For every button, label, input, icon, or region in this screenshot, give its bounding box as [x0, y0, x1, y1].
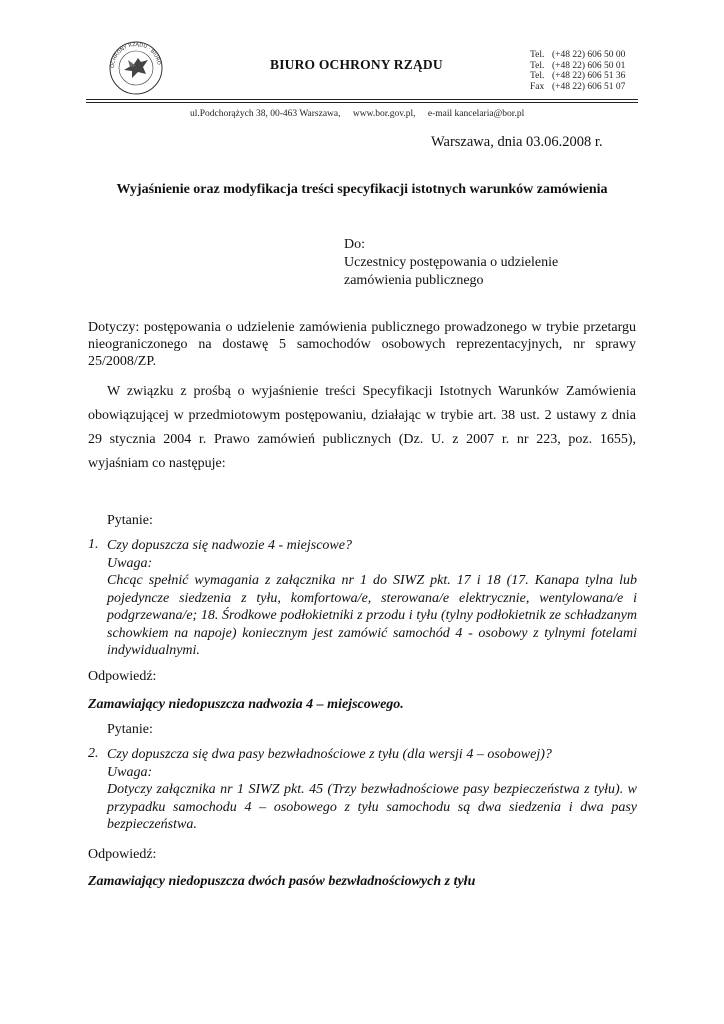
contact-line: Fax (+48 22) 606 51 07 — [530, 81, 626, 92]
note-text: Chcąc spełnić wymagania z załącznika nr 1 do SIWZ pkt. 17 i 18 (17. Kanapa tylna lub pojedyncze siedzenia z tyłu, komfortowa/e, sterowana/e elektrycznie, wentylowana/e i podgrzewana/e; 18. Środkowe podłokietniki z przodu i tyłu (tylny podłokietnik ze schładzanym schowkiem na napoje) koniecznym jest zamówić samochód 4 - osobowy z tylnymi fotelami indywidualnymi. — [107, 573, 637, 658]
answer-text: Zamawiający niedopuszcza dwóch pasów bezwładnościowych z tyłu — [88, 874, 476, 889]
organization-name: BIURO OCHRONY RZĄDU — [270, 57, 443, 72]
recipient-block — [344, 236, 558, 290]
date-line: Warszawa, dnia 03.06.2008 r. — [431, 134, 603, 150]
question-text: Czy dopuszcza się dwa pasy bezwładnościowe z tyłu (dla wersji 4 – osobowej)? — [107, 747, 552, 762]
question-text: Czy dopuszcza się nadwozie 4 - miejscowe? — [107, 538, 352, 553]
recipient-to-label: Do: — [344, 237, 365, 252]
recipient-line: Uczestnicy postępowania o udzielenie — [344, 255, 559, 270]
answer-label: Odpowiedź: — [88, 847, 157, 862]
postal-address: ul.Podchorążych 38, 00-463 Warszawa, — [190, 109, 341, 119]
header-divider-thin — [86, 102, 638, 103]
note-label: Uwaga: — [107, 555, 153, 571]
note-label: Uwaga: — [107, 764, 153, 780]
note-text: Dotyczy załącznika nr 1 SIWZ pkt. 45 (Trzy bezwładnościowe pasy bezpieczeństwa z tyłu). w przypadku samochodu 4 – osobowego z tyłu samochodu są dwa siedzenia i dwa pasy bezpieczeństwa. — [107, 782, 637, 832]
question-label: Pytanie: — [107, 513, 153, 528]
contact-block — [530, 50, 625, 92]
subject-paragraph: Dotyczy: postępowania o udzielenie zamówienia publicznego prowadzonego w trybie przetargu nieograniczonego na dostawę 5 samochodów osobowych reprezentacyjnych, nr sprawy 25/2008/ZP. — [88, 320, 636, 369]
header-divider-thick — [86, 99, 638, 100]
svg-text:OCHRONY RZĄDU · BIURO: OCHRONY RZĄDU · BIURO — [109, 41, 162, 69]
website-link[interactable]: www.bor.gov.pl, — [352, 109, 416, 119]
contact-line: Tel. (+48 22) 606 51 36 — [530, 71, 626, 81]
question-block — [107, 746, 637, 834]
address-line — [190, 109, 534, 119]
answer-label: Odpowiedź: — [88, 669, 157, 684]
email-link[interactable]: e-mail kancelaria@bor.pl — [427, 109, 525, 119]
question-label: Pytanie: — [107, 722, 153, 737]
question-block — [107, 537, 637, 660]
document-title: Wyjaśnienie oraz modyfikacja treści specyfikacji istotnych warunków zamówienia — [116, 182, 608, 197]
answer-text: Zamawiający niedopuszcza nadwozia 4 – miejscowego. — [88, 697, 404, 712]
intro-paragraph: W związku z prośbą o wyjaśnienie treści Specyfikacji Istotnych Warunków Zamówienia obowiązującej w przedmiotowym postępowaniu, działając w trybie art. 38 ust. 2 ustawy z dnia 29 stycznia 2004 r. Prawo zamówień publicznych (Dz. U. z 2007 r. nr 223, poz. 1655), wyjaśniam co następuje: — [88, 384, 636, 471]
recipient-line: zamówienia publicznego — [344, 273, 484, 288]
question-number: 2. — [88, 746, 99, 761]
question-number: 1. — [88, 537, 99, 552]
contact-line: Tel. (+48 22) 606 50 00 — [530, 50, 626, 60]
bor-emblem-logo — [108, 40, 164, 96]
contact-line: Tel. (+48 22) 606 50 01 — [530, 60, 626, 71]
